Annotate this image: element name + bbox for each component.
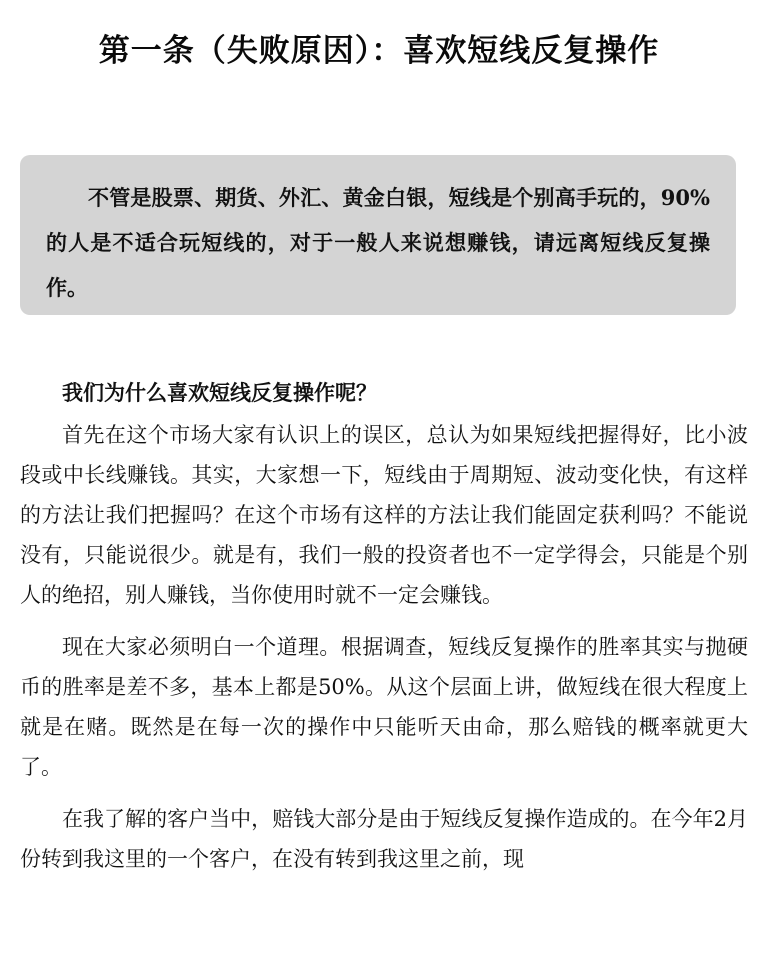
body-content bbox=[20, 376, 748, 879]
highlight-callout-box bbox=[20, 155, 736, 315]
section-title: 第一条（失败原因）：喜欢短线反复操作 bbox=[98, 32, 660, 69]
body-paragraph-3: 在我了解的客户当中，赔钱大部分是由于短线反复操作造成的。在今年2月份转到我这里的一个客户，在没有转到我这里之前，现 bbox=[20, 807, 748, 871]
section-subheading: 我们为什么喜欢短线反复操作呢？ bbox=[62, 381, 377, 405]
body-paragraph-1: 首先在这个市场大家有认识上的误区，总认为如果短线把握得好，比小波段或中长线赚钱。其实，大家想一下，短线由于周期短、波动变化快，有这样的方法让我们把握吗？在这个市场有这样的方法让我们能固定获利吗？不能说没有，只能说很少。就是有，我们一般的投资者也不一定学得会，只能是个别人的绝招，别人赚钱，当你使用时就不一定会赚钱。 bbox=[20, 423, 748, 607]
callout-text: 不管是股票、期货、外汇、黄金白银，短线是个别高手玩的，90%的人是不适合玩短线的，对于一般人来说想赚钱，请远离短线反复操作。 bbox=[46, 185, 710, 300]
body-paragraph-2: 现在大家必须明白一个道理。根据调查，短线反复操作的胜率其实与抛硬币的胜率是差不多，基本上都是50%。从这个层面上讲，做短线在很大程度上就是在赌。既然是在每一次的操作中只能听天由命，那么赔钱的概率就更大了。 bbox=[20, 635, 748, 779]
